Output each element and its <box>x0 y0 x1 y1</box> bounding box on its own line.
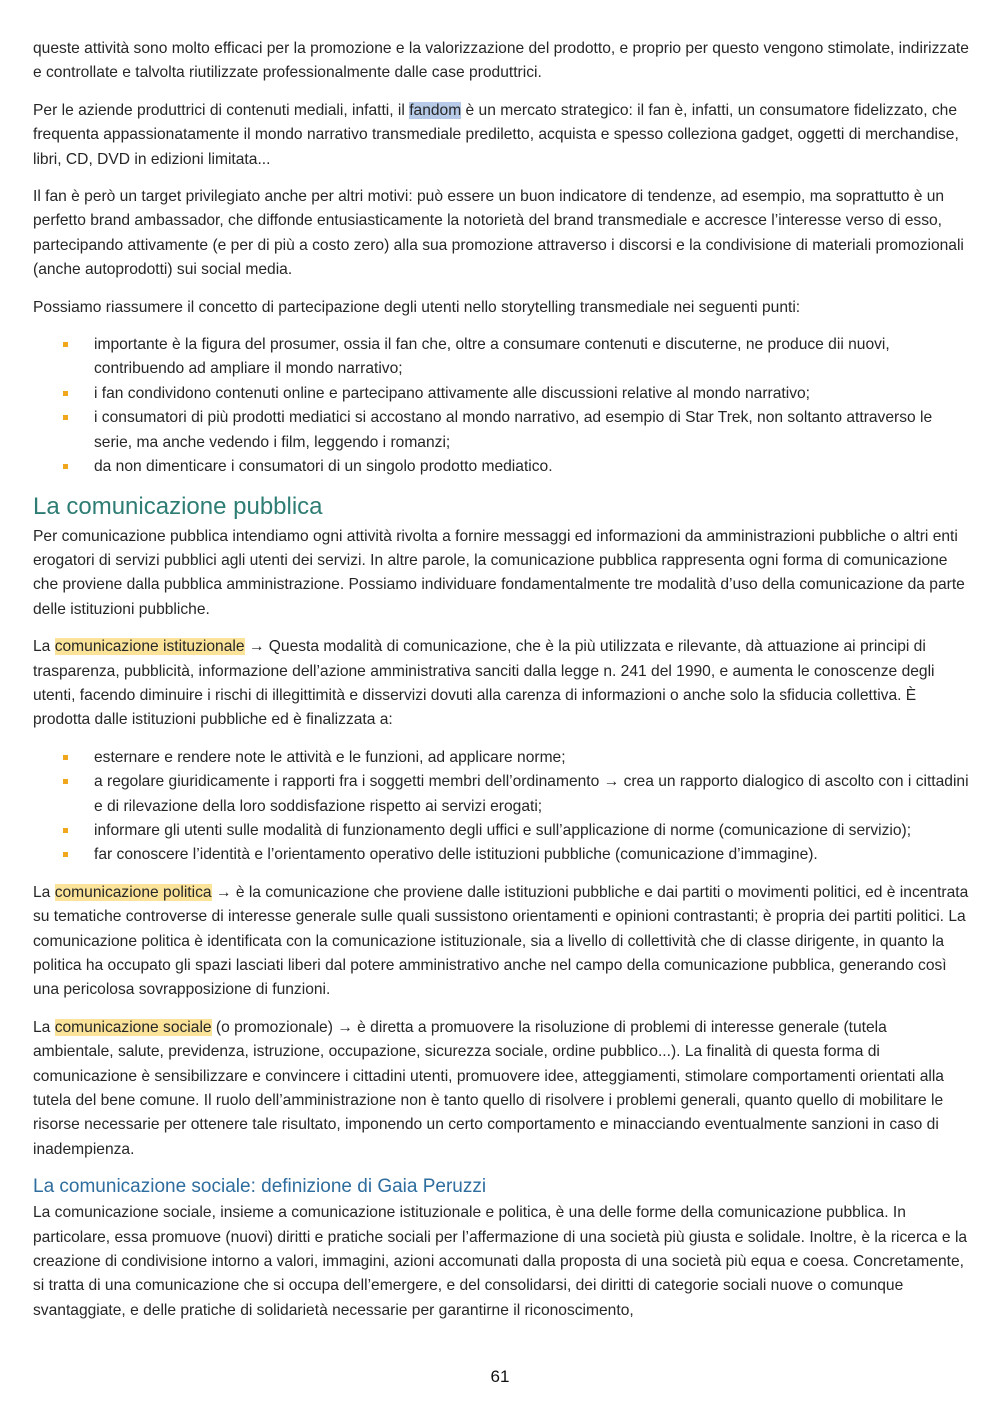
list-item: i consumatori di più prodotti mediatici si accostano al mondo narrativo, ad esempio di Star Trek, non soltanto attraverso le serie, ma anche vedendo i film, leggendo i romanzi; <box>33 406 969 455</box>
paragraph <box>33 635 969 733</box>
paragraph: Per comunicazione pubblica intendiamo ogni attività rivolta a fornire messaggi ed informazioni da amministrazioni pubbliche o altri enti erogatori di servizi pubblici agli utenti dei servizi. In altre parole, la comunicazione pubblica rappresenta ogni forma di comunicazione che proviene dalla pubblica amministrazione. Possiamo individuare fondamentalmente tre modalità d’uso della comunicazione da parte delle istituzioni pubbliche. <box>33 527 965 618</box>
text-run: Per le aziende produttrici di contenuti mediali, infatti, il <box>33 101 410 119</box>
square-bullet-icon <box>63 828 68 833</box>
text-run: La <box>33 1018 55 1036</box>
page-number: 61 <box>490 1367 510 1386</box>
paragraph: queste attività sono molto efficaci per la promozione e la valorizzazione del prodotto, e proprio per questo vengono stimolate, indirizzate e controllate e talvolta riutilizzate professionalmente dalle case produttrici. <box>33 40 969 82</box>
bullet-list <box>33 746 969 868</box>
text-run: → Questa modalità di comunicazione, che è la più utilizzata e rilevante, dà attuazione ai principi di trasparenza, pubblicità, informazione dell’azione amministrativa sanciti dalla legge n. 241 del 1990, e aumenta le conoscenze degli utenti, facendo diminuire i rischi di illegittimità e disservizi dovuti alla carenza di informazioni o anche solo la sfiducia collettiva. È prodotta dalle istituzioni pubbliche ed è finalizzata a: <box>33 638 935 729</box>
highlighted-term: comunicazione sociale <box>54 1018 212 1036</box>
list-item: esternare e rendere note le attività e le funzioni, ad applicare norme; <box>33 746 969 770</box>
text-run: → è la comunicazione che proviene dalle istituzioni pubbliche e dai partiti o movimenti politici, ed è incentrata su tematiche controverse di interesse generale sulle quali sussistono orientamenti e opinioni contrastanti; è propria dei partiti politici. La comunicazione politica è identificata con la comunicazione istituzionale, sia a livello di collettività che di classe dirigente, in quanto la politica ha occupato gli spazi lasciati liberi dal potere amministrativo anche nel campo della comunicazione pubblica, generando così una pericolosa sovrapposizione di funzioni. <box>33 883 969 999</box>
list-item: importante è la figura del prosumer, ossia il fan che, oltre a consumare contenuti e discuterne, ne produce dii nuovi, contribuendo ad ampliare il mondo narrativo; <box>33 333 969 382</box>
square-bullet-icon <box>63 342 68 347</box>
text-run: è un mercato strategico: il fan è, infatti, un consumatore fidelizzato, che frequenta appassionatamente il mondo narrativo transmediale prediletto, acquista e spesso colleziona gadget, oggetti di merchandise, libri, CD, DVD in edizioni limitata... <box>33 101 959 168</box>
square-bullet-icon <box>63 464 68 469</box>
paragraph: Il fan è però un target privilegiato anche per altri motivi: può essere un buon indicatore di tendenze, ad esempio, ma soprattutto è un perfetto brand ambassador, che diffonde entusiasticamente la notorietà del brand transmediale e accresce l’interesse verso di esso, partecipando attivamente (e per di più a costo zero) alla sua promozione attraverso i discorsi e la condivisione di materiali promozionali (anche autoprodotti) sui social media. <box>33 188 964 279</box>
subsection-heading: La comunicazione sociale: definizione di Gaia Peruzzi <box>33 1176 487 1198</box>
list-item: da non dimenticare i consumatori di un singolo prodotto mediatico. <box>33 455 969 479</box>
document-page <box>33 37 969 1336</box>
square-bullet-icon <box>63 391 68 396</box>
text-run: La <box>33 883 55 901</box>
highlighted-term: comunicazione politica <box>54 883 212 901</box>
paragraph <box>33 99 969 172</box>
section-heading: La comunicazione pubblica <box>33 492 323 520</box>
square-bullet-icon <box>63 415 68 420</box>
list-item: far conoscere l’identità e l’orientamento operativo delle istituzioni pubbliche (comunicazione d’immagine). <box>33 843 969 867</box>
paragraph: Possiamo riassumere il concetto di partecipazione degli utenti nello storytelling transmediale nei seguenti punti: <box>33 298 801 316</box>
square-bullet-icon <box>63 779 68 784</box>
bullet-list <box>33 333 969 479</box>
text-run: La <box>33 638 55 656</box>
paragraph: La comunicazione sociale, insieme a comunicazione istituzionale e politica, è una delle forme della comunicazione pubblica. In particolare, essa promuove (nuovi) diritti e pratiche sociali per l’affermazione di una società più giusta e solidale. Inoltre, è la ricerca e la creazione di condivisione intorno a valori, immagini, azioni accomunati dalla proposta di una società più equa e coesa. Concretamente, si tratta di una comunicazione che si occupa dell’emergere, e del consolidarsi, dei diritti di categorie sociali nuove o comunque svantaggiate, e delle pratiche di solidarietà necessarie per garantirne il riconoscimento, <box>33 1204 968 1319</box>
text-run: (o promozionale) → è diretta a promuovere la risoluzione di problemi di interesse generale (tutela ambientale, salute, previdenza, istruzione, occupazione, sicurezza sociale, ordine pubblico...). La finalità di questa forma di comunicazione è sensibilizzare e convincere i cittadini utenti, promuovere idee, atteggiamenti, stimolare comportamenti orientati alla tutela del bene comune. Il ruolo dell’amministrazione non è tanto quello di risolvere i problemi generali, quanto quello di mobilitare le risorse necessarie per ottenere tale risultato, imponendo un certo comportamento e minacciando eventualmente sanzioni in caso di inadempienza. <box>33 1018 944 1158</box>
list-item: a regolare giuridicamente i rapporti fra i soggetti membri dell’ordinamento → crea un rapporto dialogico di ascolto con i cittadini e di rilevazione della loro soddisfazione rispetto ai servizi erogati; <box>33 770 969 819</box>
square-bullet-icon <box>63 852 68 857</box>
square-bullet-icon <box>63 755 68 760</box>
paragraph <box>33 1016 969 1162</box>
list-item: informare gli utenti sulle modalità di funzionamento degli uffici e sull’applicazione di norme (comunicazione di servizio); <box>33 819 969 843</box>
highlighted-term: comunicazione istituzionale <box>54 638 245 656</box>
highlighted-term: fandom <box>409 101 462 119</box>
paragraph <box>33 881 969 1003</box>
list-item: i fan condividono contenuti online e partecipano attivamente alle discussioni relative al mondo narrativo; <box>33 382 969 406</box>
